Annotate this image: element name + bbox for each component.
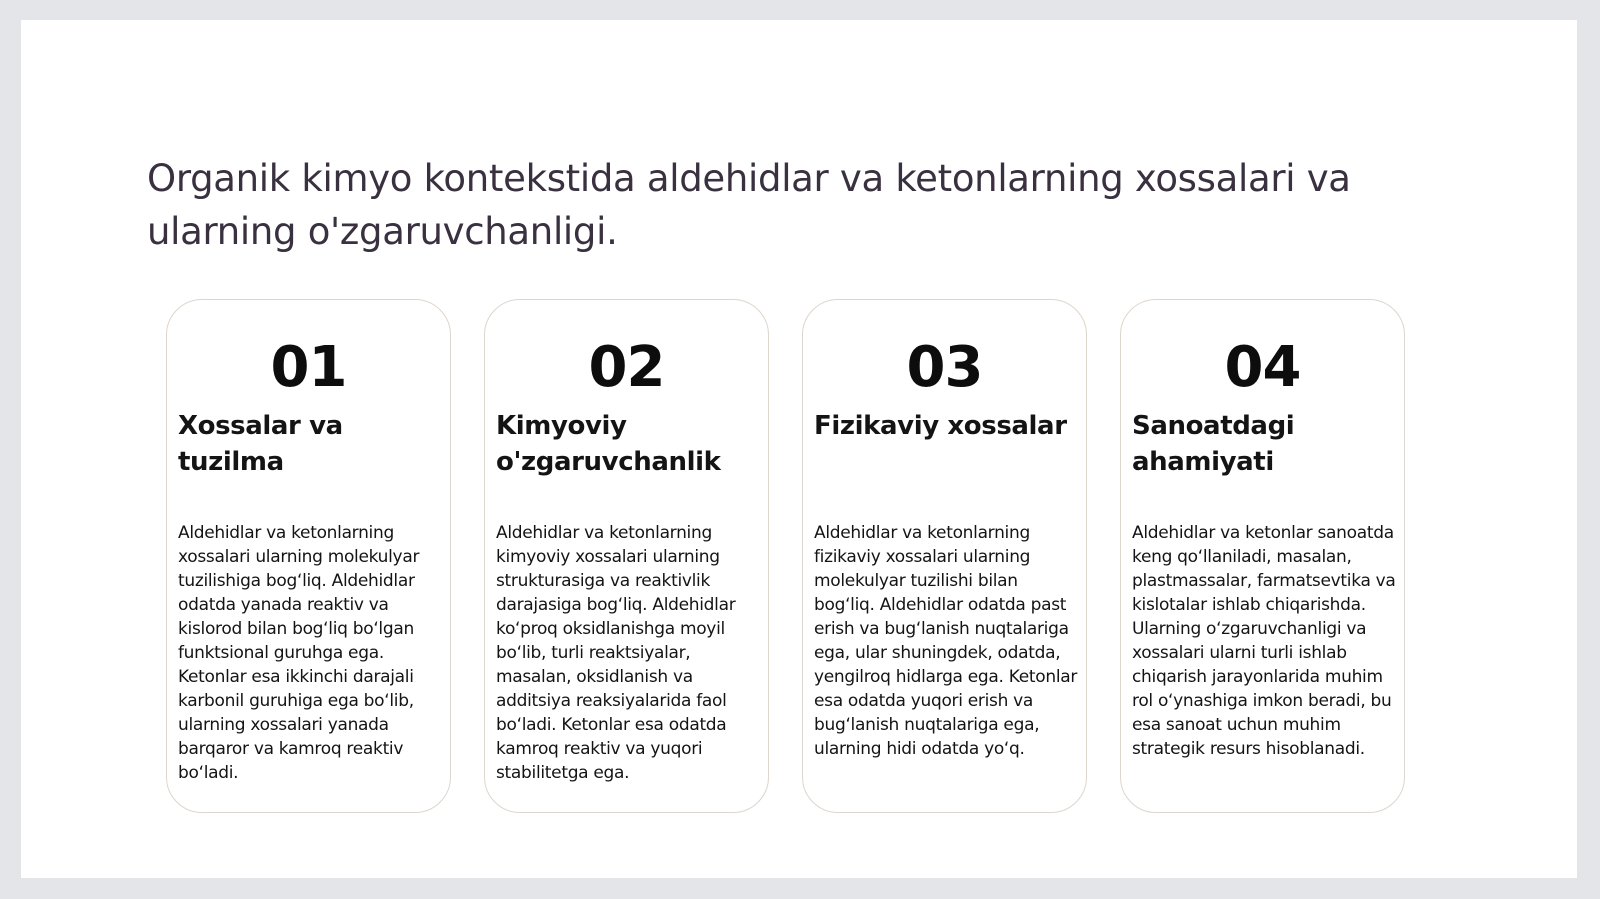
- slide-title: Organik kimyo kontekstida aldehidlar va ketonlarning xossalari va ularning o'zgaruvchanligi.: [147, 157, 1351, 253]
- card-body: Aldehidlar va ketonlarning fizikaviy xossalari ularning molekulyar tuzilishi bilan bog‘liq. Aldehidlar odatda past erish va bug‘lanish nuqtalariga ega, ular shuningdek, odatda, yengilroq hidlarga ega. Ketonlar esa odatda yuqori erish va bug‘lanish nuqtalariga ega, ularning hidi odatda yo‘q.: [814, 523, 1078, 759]
- card-number: 04: [1224, 335, 1301, 400]
- card-body: Aldehidlar va ketonlar sanoatda keng qo‘llaniladi, masalan, plastmassalar, farmatsevtika va kislotalar ishlab chiqarishda. Ularning o‘zgaruvchanligi va xossalari ularni turli ishlab chiqarish jarayonlarida muhim rol o‘ynashiga imkon beradi, bu esa sanoat uchun muhim strategik resurs hisoblanadi.: [1132, 523, 1396, 759]
- card-heading: Sanoatdagi ahamiyati: [1132, 411, 1295, 477]
- card-number: 01: [270, 335, 347, 400]
- card-body: Aldehidlar va ketonlarning kimyoviy xossalari ularning strukturasiga va reaktivlik darajasiga bog‘liq. Aldehidlar ko‘proq oksidlanishga moyil bo‘lib, turli reaktsiyalar, masalan, oksidlanish va additsiya reaksiyalarida faol bo‘ladi. Ketonlar esa odatda kamroq reaktiv va yuqori stabilitetga ega.: [496, 523, 736, 783]
- card-properties-structure: [166, 299, 451, 813]
- card-chemical-variability: [484, 299, 769, 813]
- card-number: 03: [906, 335, 983, 400]
- card-number: 02: [588, 335, 665, 400]
- slide: [21, 20, 1577, 878]
- card-physical-properties: [802, 299, 1087, 813]
- card-industrial-importance: [1120, 299, 1405, 813]
- card-heading: Xossalar va tuzilma: [178, 411, 343, 477]
- card-heading: Kimyoviy o'zgaruvchanlik: [496, 411, 721, 477]
- card-heading: Fizikaviy xossalar: [814, 411, 1067, 441]
- card-body: Aldehidlar va ketonlarning xossalari ularning molekulyar tuzilishiga bog‘liq. Aldehidlar odatda yanada reaktiv va kislorod bilan bog‘liq bo‘lgan funktsional guruhga ega. Ketonlar esa ikkinchi darajali karbonil guruhiga ega bo‘lib, ularning xossalari yanada barqaror va kamroq reaktiv bo‘ladi.: [178, 523, 420, 783]
